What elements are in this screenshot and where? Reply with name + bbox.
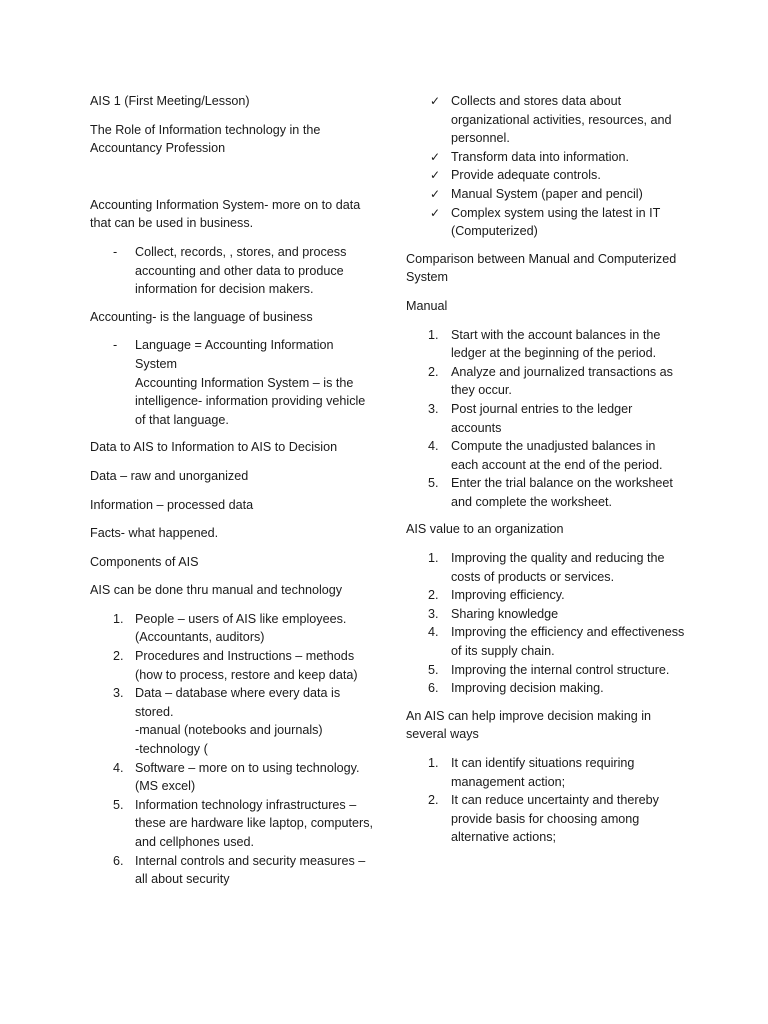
checklist-item-text: Manual System (paper and pencil) bbox=[451, 186, 643, 201]
components-intro: AIS can be done thru manual and technology bbox=[90, 583, 343, 598]
list-number: 1. bbox=[113, 611, 124, 626]
list-number: 4. bbox=[428, 439, 439, 454]
information-definition: Information – processed data bbox=[90, 497, 254, 512]
list-item-text: Compute the unadjusted balances in each account at the end of the period. bbox=[451, 439, 663, 472]
list-number: 3. bbox=[428, 606, 439, 621]
list-item bbox=[406, 400, 686, 437]
list-number: 1. bbox=[428, 327, 439, 342]
components-list bbox=[90, 610, 374, 889]
list-item-text: It can identify situations requiring management action; bbox=[451, 756, 635, 789]
comparison-heading: Comparison between Manual and Computerized System bbox=[406, 251, 677, 285]
components-heading: Components of AIS bbox=[90, 554, 199, 569]
list-item bbox=[406, 326, 686, 363]
ais-bullet-list bbox=[90, 243, 374, 299]
list-item bbox=[406, 623, 686, 660]
value-heading: AIS value to an organization bbox=[406, 522, 564, 537]
list-number: 2. bbox=[428, 588, 439, 603]
checkmark-icon: ✓ bbox=[430, 168, 441, 183]
right-column bbox=[406, 92, 686, 856]
list-item-text: Software – more on to using technology. (MS excel) bbox=[135, 760, 360, 794]
list-number: 2. bbox=[113, 649, 124, 664]
list-item-text: It can reduce uncertainty and thereby provide basis for choosing among alternative actions; bbox=[451, 793, 659, 845]
list-item-text: Collect, records, , stores, and process accounting and other data to produce information for decision makers. bbox=[135, 244, 347, 297]
facts-definition: Facts- what happened. bbox=[90, 526, 219, 541]
list-item-subtext: -technology ( bbox=[135, 742, 208, 757]
list-item bbox=[90, 684, 374, 758]
list-item-subtext: Accounting Information System – is the intelligence- information providing vehicle of that language. bbox=[135, 375, 366, 427]
lesson-title: AIS 1 (First Meeting/Lesson) bbox=[90, 94, 250, 108]
list-item bbox=[406, 474, 686, 511]
decision-heading: An AIS can help improve decision making in several ways bbox=[406, 708, 652, 742]
dash-marker: - bbox=[113, 338, 118, 353]
list-item bbox=[406, 437, 686, 474]
checklist-item bbox=[406, 204, 686, 241]
checklist-item bbox=[406, 148, 686, 167]
list-item-text: Sharing knowledge bbox=[451, 606, 559, 621]
checkmark-icon: ✓ bbox=[430, 94, 441, 108]
list-item-text: Information technology infrastructures – these are hardware like laptop, computers, and cellphones used. bbox=[135, 797, 374, 849]
list-item bbox=[406, 605, 686, 624]
left-column bbox=[90, 92, 374, 898]
list-item bbox=[90, 243, 374, 299]
list-number: 5. bbox=[428, 662, 439, 677]
list-item bbox=[406, 679, 686, 698]
list-number: 4. bbox=[428, 625, 439, 640]
dash-marker: - bbox=[113, 244, 118, 259]
list-item-text: Improving the internal control structure. bbox=[451, 662, 670, 677]
accounting-definition: Accounting- is the language of business bbox=[90, 309, 313, 324]
checklist-item-text: Collects and stores data about organizational activities, resources, and personnel. bbox=[451, 94, 672, 146]
list-number: 2. bbox=[428, 364, 439, 379]
list-item-text: Procedures and Instructions – methods (how to process, restore and keep data) bbox=[135, 649, 358, 682]
checklist-item bbox=[406, 185, 686, 204]
list-item-text: Post journal entries to the ledger accounts bbox=[451, 401, 633, 435]
list-item-text: Improving the quality and reducing the costs of products or services. bbox=[451, 551, 665, 584]
checklist-item bbox=[406, 166, 686, 185]
list-item-text: Internal controls and security measures – all about security bbox=[135, 853, 366, 887]
list-number: 4. bbox=[113, 760, 124, 775]
list-number: 5. bbox=[428, 476, 439, 491]
checklist-item-text: Provide adequate controls. bbox=[451, 168, 601, 183]
list-item bbox=[406, 549, 686, 586]
language-bullet-list bbox=[90, 336, 374, 429]
list-number: 2. bbox=[428, 793, 439, 808]
checklist-item bbox=[406, 92, 686, 148]
list-number: 1. bbox=[428, 756, 439, 770]
list-item bbox=[90, 852, 374, 889]
checkmark-icon: ✓ bbox=[430, 149, 441, 164]
list-item bbox=[406, 586, 686, 605]
list-item-text: Start with the account balances in the ledger at the beginning of the period. bbox=[451, 327, 661, 361]
decision-list bbox=[406, 754, 686, 847]
checklist-item-text: Transform data into information. bbox=[451, 149, 630, 164]
ais-definition: Accounting Information System- more on to data that can be used in business. bbox=[90, 197, 361, 231]
manual-heading: Manual bbox=[406, 298, 448, 313]
list-item bbox=[406, 754, 686, 791]
list-item-text: Improving the efficiency and effectiveness of its supply chain. bbox=[451, 625, 685, 659]
manual-steps-list bbox=[406, 326, 686, 512]
list-item-subtext: -manual (notebooks and journals) bbox=[135, 723, 323, 738]
list-item-text: Analyze and journalized transactions as they occur. bbox=[451, 364, 673, 398]
list-item bbox=[90, 796, 374, 852]
list-item bbox=[90, 610, 374, 647]
list-item-text: People – users of AIS like employees. (Accountants, auditors) bbox=[135, 611, 347, 645]
list-number: 6. bbox=[113, 853, 124, 868]
list-item bbox=[90, 647, 374, 684]
list-item bbox=[406, 791, 686, 847]
flow-text: Data to AIS to Information to AIS to Decision bbox=[90, 440, 338, 455]
list-item bbox=[90, 759, 374, 796]
list-item-text: Improving decision making. bbox=[451, 681, 604, 696]
list-number: 6. bbox=[428, 681, 439, 696]
list-item-text: Language = Accounting Information System bbox=[135, 338, 334, 371]
checklist bbox=[406, 92, 686, 241]
list-item-text: Data – database where every data is stored. bbox=[135, 686, 341, 719]
checkmark-icon: ✓ bbox=[430, 186, 441, 201]
checkmark-icon: ✓ bbox=[430, 205, 441, 220]
checklist-item-text: Complex system using the latest in IT (Computerized) bbox=[451, 205, 661, 239]
list-number: 1. bbox=[428, 551, 439, 566]
list-item bbox=[90, 336, 374, 429]
list-number: 5. bbox=[113, 797, 124, 812]
list-number: 3. bbox=[428, 401, 439, 416]
list-number: 3. bbox=[113, 686, 124, 701]
list-item bbox=[406, 363, 686, 400]
list-item bbox=[406, 661, 686, 680]
lesson-subtitle: The Role of Information technology in the Accountancy Profession bbox=[90, 122, 321, 156]
spacer bbox=[90, 168, 374, 196]
value-list bbox=[406, 549, 686, 698]
list-item-text: Enter the trial balance on the worksheet and complete the worksheet. bbox=[451, 476, 673, 509]
list-item-text: Improving efficiency. bbox=[451, 588, 565, 603]
data-definition: Data – raw and unorganized bbox=[90, 468, 249, 483]
